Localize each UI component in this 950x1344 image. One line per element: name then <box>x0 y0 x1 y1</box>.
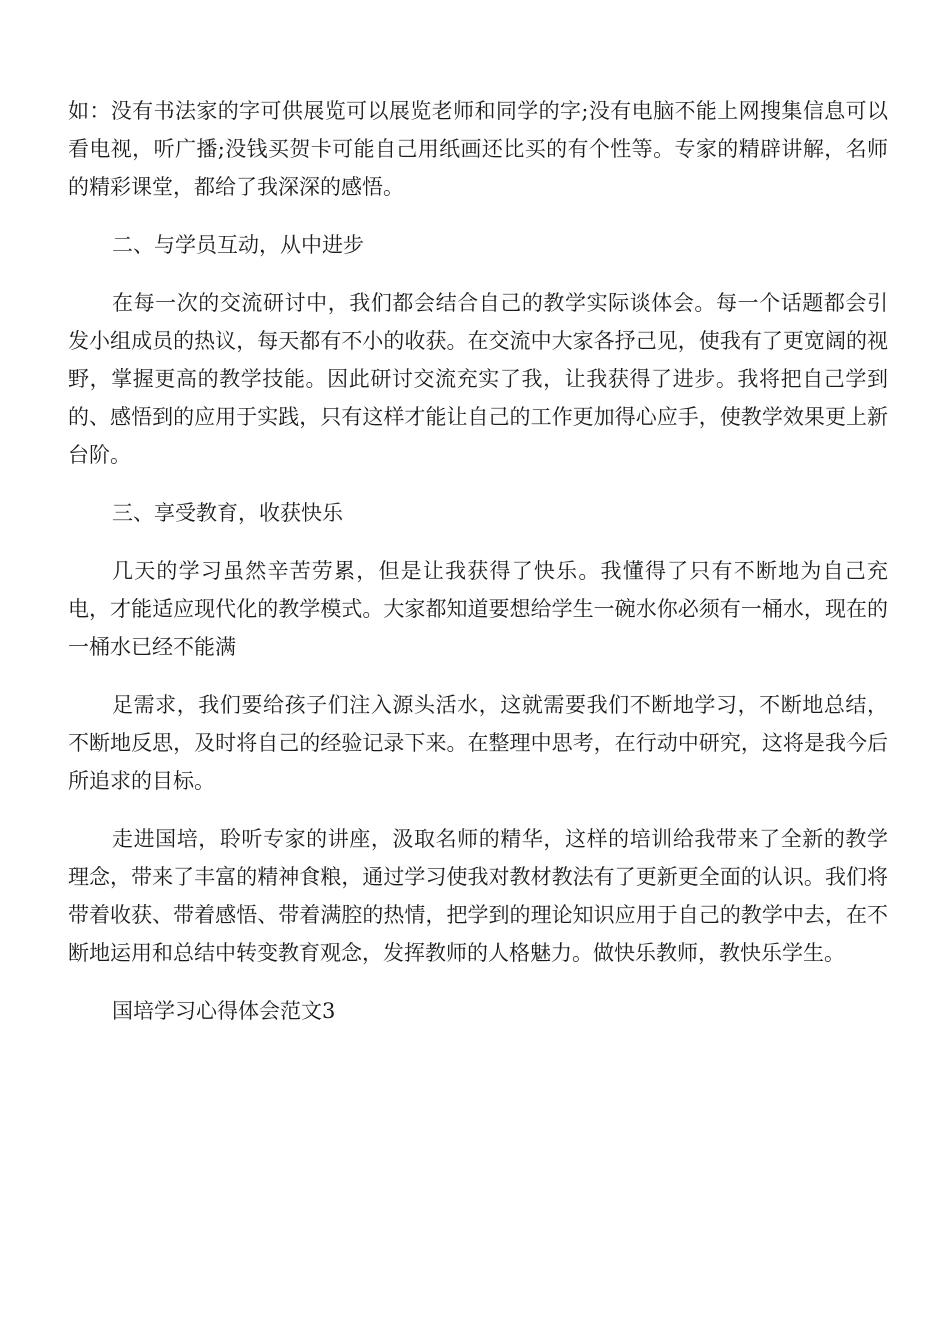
document-body <box>68 92 888 1050</box>
paragraph-5: 走进国培，聆听专家的讲座，汲取名师的精华，这样的培训给我带来了全新的教学理念，带来了丰富的精神食粮，通过学习使我对教材教法有了更新更全面的认识。我们将带着收获、带着感悟、带着满腔的热情，把学到的理论知识应用于自己的教学中去，在不断地运用和总结中转变教育观念，发挥教师的人格魅力。做快乐教师，教快乐学生。 <box>68 827 888 965</box>
paragraph-3: 几天的学习虽然辛苦劳累，但是让我获得了快乐。我懂得了只有不断地为自己充电，才能适应现代化的教学模式。大家都知道要想给学生一碗水你必须有一桶水，现在的一桶水已经不能满 <box>68 559 888 659</box>
article-title-3: 国培学习心得体会范文3 <box>112 999 336 1023</box>
paragraph-1: 如：没有书法家的字可供展览可以展览老师和同学的字;没有电脑不能上网搜集信息可以看电视，听广播;没钱买贺卡可能自己用纸画还比买的有个性等。专家的精辟讲解，名师的精彩课堂，都给了我深深的感悟。 <box>68 99 888 199</box>
section-heading-2: 二、与学员互动，从中进步 <box>112 233 364 257</box>
paragraph-2: 在每一次的交流研讨中，我们都会结合自己的教学实际谈体会。每一个话题都会引发小组成员的热议，每天都有不小的收获。在交流中大家各抒己见，使我有了更宽阔的视野，掌握更高的教学技能。因此研讨交流充实了我，让我获得了进步。我将把自己学到的、感悟到的应用于实践，只有这样才能让自己的工作更加得心应手，使教学效果更上新台阶。 <box>68 291 888 467</box>
paragraph-4: 足需求，我们要给孩子们注入源头活水，这就需要我们不断地学习，不断地总结，不断地反思，及时将自己的经验记录下来。在整理中思考，在行动中研究，这将是我今后所追求的目标。 <box>68 693 888 793</box>
section-heading-3: 三、享受教育，收获快乐 <box>112 501 343 525</box>
